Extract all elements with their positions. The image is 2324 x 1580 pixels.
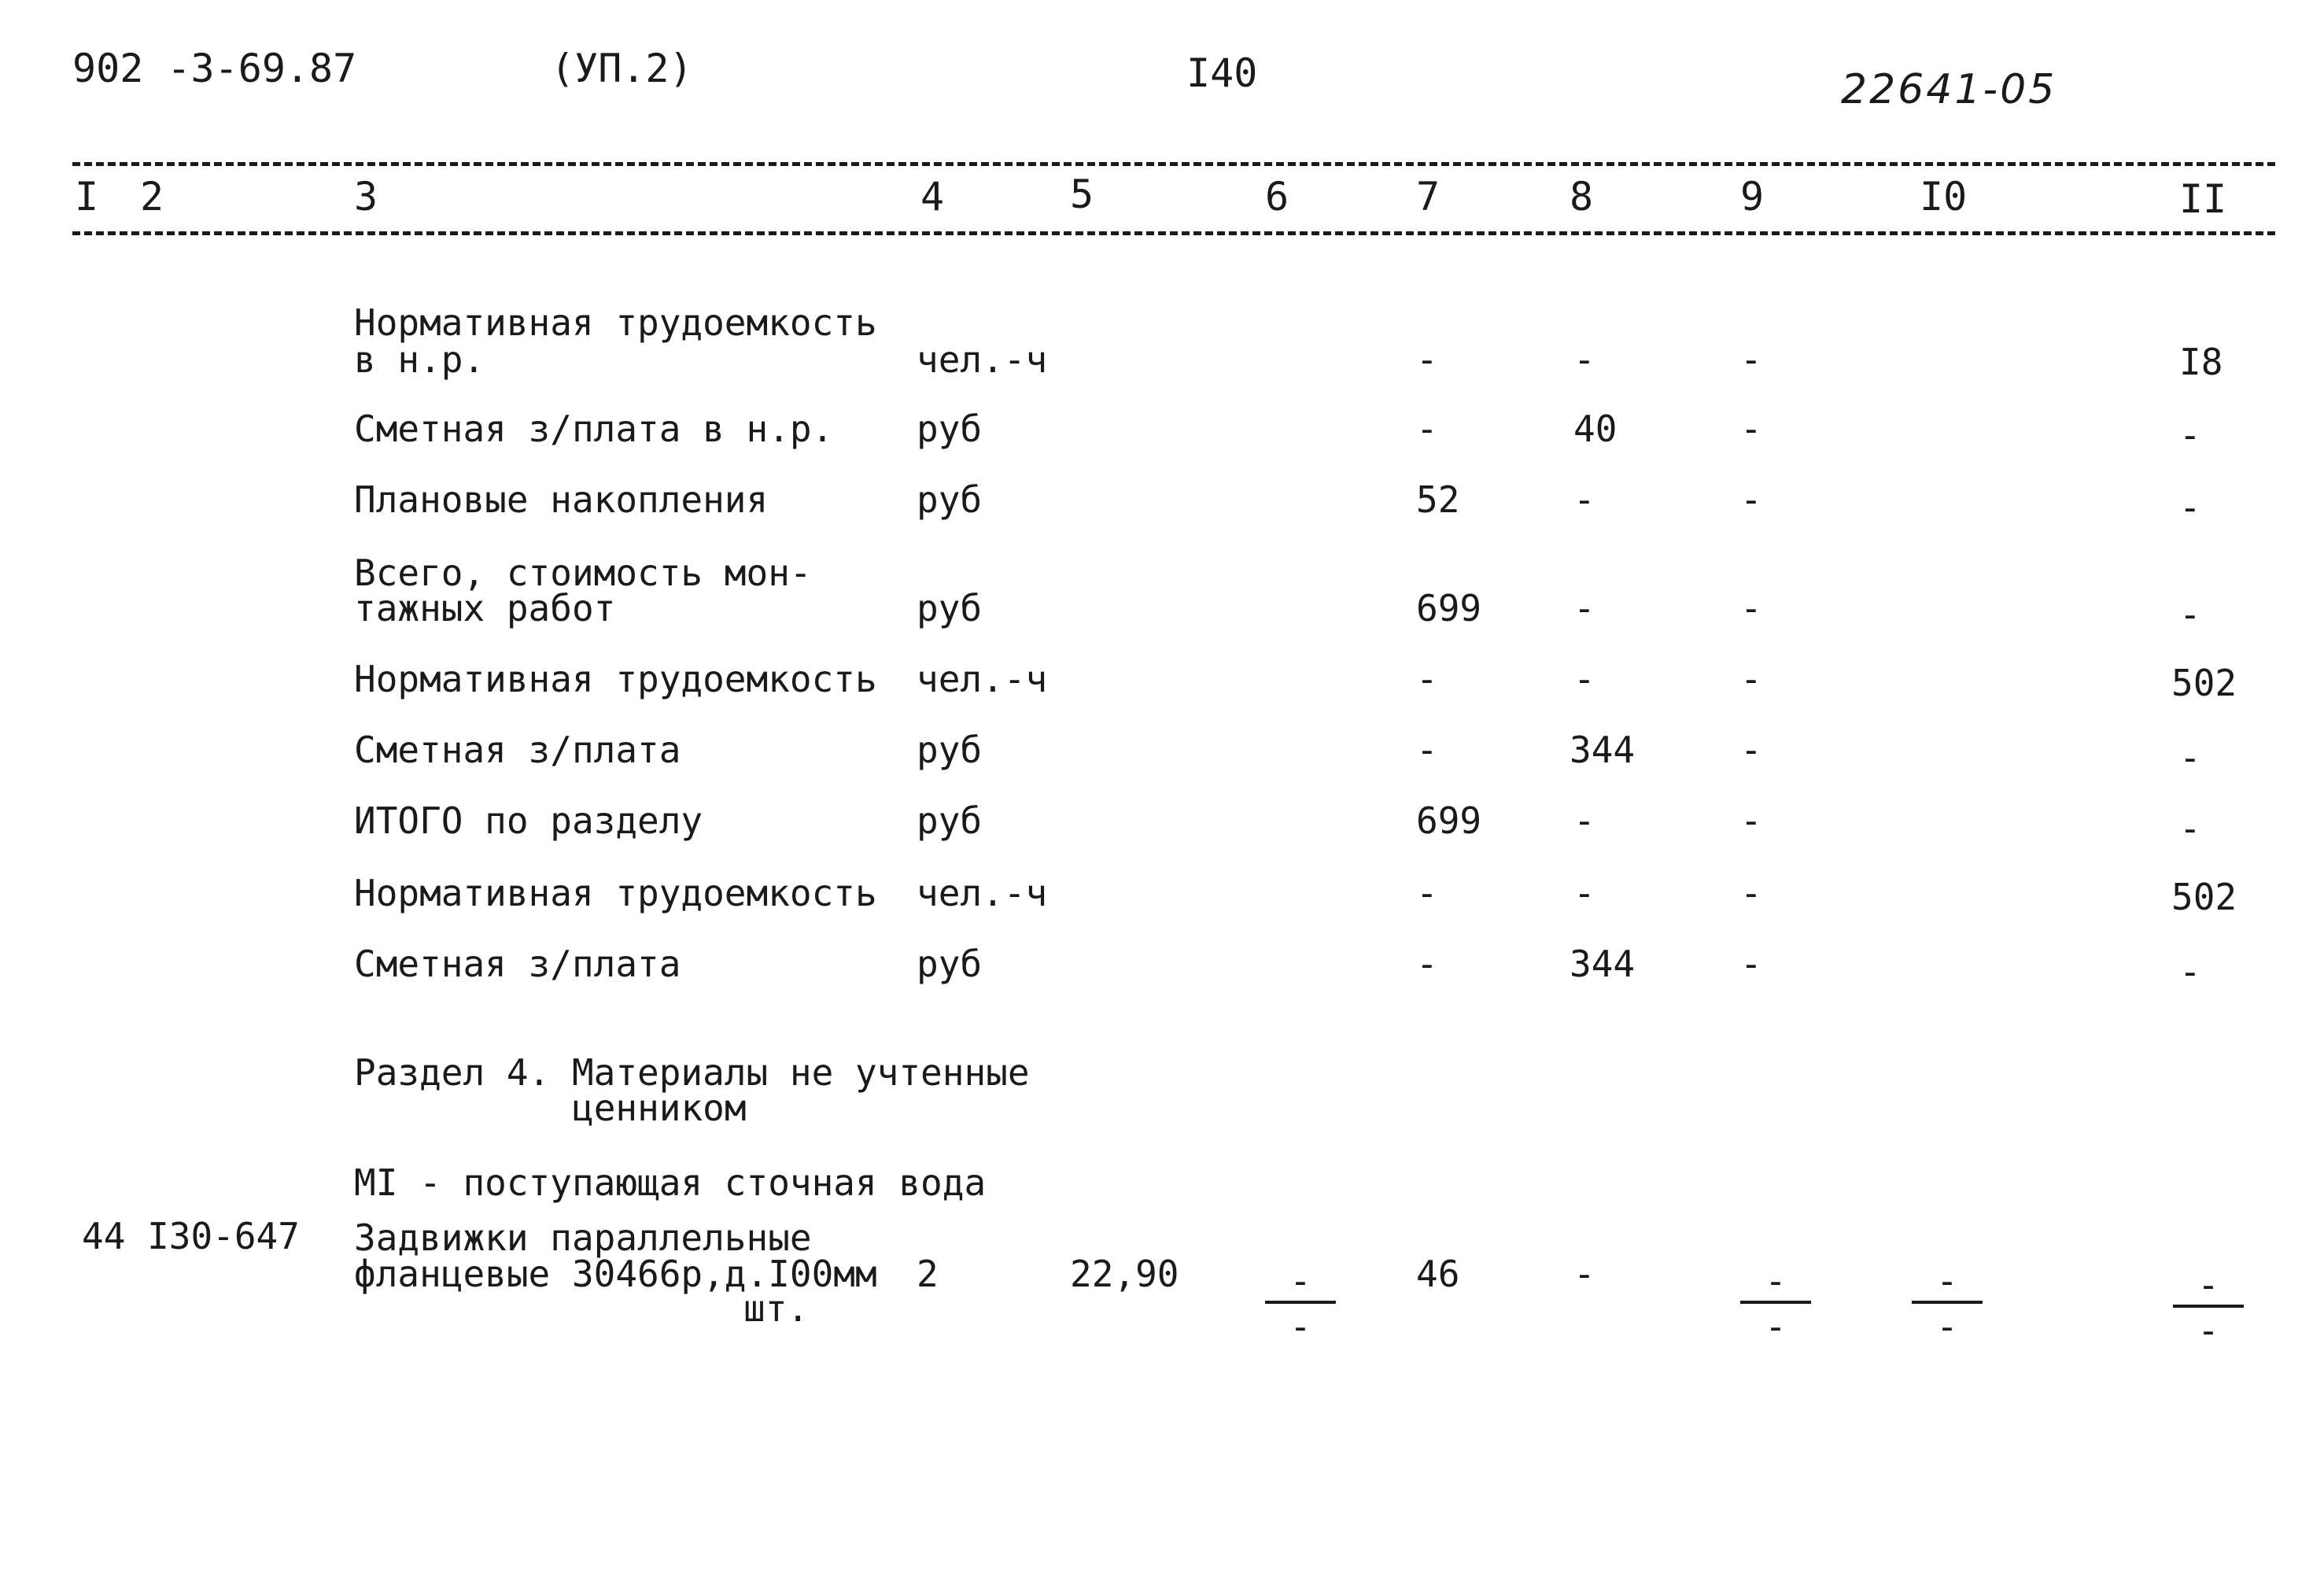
col-header-4: 4	[920, 174, 945, 220]
row-4-col7: 699	[1416, 587, 1482, 629]
row-1-unit: чел.-ч	[917, 338, 1048, 381]
row-8-col11: 502	[2171, 876, 2237, 918]
item-name: Задвижки параллельные	[354, 1216, 812, 1259]
item-col9-den: -	[1765, 1305, 1787, 1348]
item-col6-den: -	[1289, 1305, 1311, 1348]
row-7-name: ИТОГО по разделу	[354, 799, 703, 842]
row-7-col7: 699	[1416, 799, 1482, 842]
item-col9-fraction	[1740, 1260, 1811, 1348]
col-header-10: I0	[1920, 174, 1968, 220]
row-4-name: Всего, стоимость мон-	[354, 552, 812, 594]
row-9-col8: 344	[1570, 943, 1636, 985]
row-1-col8: -	[1573, 338, 1595, 381]
item-col10-den: -	[1936, 1305, 1958, 1348]
row-3-col11: -	[2179, 486, 2201, 529]
item-col8: -	[1573, 1253, 1595, 1295]
header-top-rule	[72, 162, 2275, 166]
row-7-col11: -	[2179, 807, 2201, 850]
row-3-col8: -	[1573, 478, 1595, 521]
item-col6-num: -	[1265, 1263, 1336, 1304]
row-3-col7: 52	[1416, 478, 1460, 521]
row-2-col9: -	[1740, 408, 1762, 450]
row-5-col9: -	[1740, 658, 1762, 700]
col-header-6: 6	[1265, 174, 1289, 220]
item-col10-num: -	[1912, 1263, 1983, 1304]
row-2-col7: -	[1416, 408, 1438, 450]
row-9-name: Сметная з/плата	[354, 943, 681, 985]
item-col11-num: -	[2173, 1267, 2244, 1308]
row-6-col7: -	[1416, 729, 1438, 771]
row-8-col9: -	[1740, 872, 1762, 914]
item-unit: шт.	[743, 1287, 810, 1330]
row-8-col7: -	[1416, 872, 1438, 914]
item-name-cont: фланцевые 30466р,д.I00мм	[354, 1253, 877, 1295]
row-5-name: Нормативная трудоемкость	[354, 658, 877, 700]
row-1-name: Нормативная трудоемкость	[354, 301, 877, 344]
item-col9-num: -	[1740, 1263, 1811, 1304]
row-2-col11: -	[2179, 414, 2201, 456]
document-code: 902 -3-69.87	[72, 46, 357, 91]
row-9-unit: руб	[917, 943, 983, 985]
row-8-col8: -	[1573, 872, 1595, 914]
row-2-name: Сметная з/плата в н.р.	[354, 408, 834, 450]
col-header-11: II	[2179, 176, 2227, 222]
row-2-col8: 40	[1573, 408, 1618, 450]
row-9-col7: -	[1416, 943, 1438, 985]
col-header-5: 5	[1070, 172, 1094, 217]
col-header-3: 3	[354, 174, 378, 220]
item-col10-fraction	[1912, 1260, 1983, 1348]
album-label: (УП.2)	[551, 46, 693, 91]
row-5-col8: -	[1573, 658, 1595, 700]
col-header-7: 7	[1416, 174, 1441, 220]
col-header-9: 9	[1740, 174, 1765, 220]
row-6-col9: -	[1740, 729, 1762, 771]
col-header-1: I	[75, 174, 99, 220]
row-1-name-cont: в н.р.	[354, 338, 485, 381]
row-6-name: Сметная з/плата	[354, 729, 681, 771]
section-title-cont: ценником	[572, 1087, 747, 1129]
item-col6-fraction	[1265, 1260, 1336, 1348]
row-7-unit: руб	[917, 799, 983, 842]
section-title: Раздел 4. Материалы не учтенные	[354, 1051, 1030, 1094]
row-8-name: Нормативная трудоемкость	[354, 872, 877, 914]
row-7-col9: -	[1740, 799, 1762, 842]
row-6-col11: -	[2179, 736, 2201, 779]
row-4-unit: руб	[917, 587, 983, 629]
inventory-number: 22641-05	[1841, 66, 2057, 113]
row-7-col8: -	[1573, 799, 1595, 842]
col-header-8: 8	[1570, 174, 1594, 220]
row-9-col11: -	[2179, 951, 2201, 993]
page-number: I40	[1186, 50, 1258, 96]
row-5-col7: -	[1416, 658, 1438, 700]
row-6-unit: руб	[917, 729, 983, 771]
row-1-col7: -	[1416, 338, 1438, 381]
row-6-col8: 344	[1570, 729, 1636, 771]
row-1-col9: -	[1740, 338, 1762, 381]
item-col11-den: -	[2197, 1309, 2219, 1352]
row-3-col9: -	[1740, 478, 1762, 521]
item-unit-price: 22,90	[1070, 1253, 1179, 1295]
row-3-unit: руб	[917, 478, 983, 521]
row-2-unit: руб	[917, 408, 983, 450]
section-subtitle: MI - поступающая сточная вода	[354, 1161, 987, 1204]
row-8-unit: чел.-ч	[917, 872, 1048, 914]
item-col11-fraction	[2173, 1264, 2244, 1352]
row-1-col11: I8	[2179, 341, 2223, 383]
item-col7: 46	[1416, 1253, 1460, 1295]
row-3-name: Плановые накопления	[354, 478, 769, 521]
row-4-col8: -	[1573, 587, 1595, 629]
row-4-col11: -	[2179, 593, 2201, 636]
row-5-unit: чел.-ч	[917, 658, 1048, 700]
header-bottom-rule	[72, 231, 2275, 235]
row-4-col9: -	[1740, 587, 1762, 629]
item-code: 44 I30-647	[82, 1215, 300, 1257]
row-5-col11: 502	[2171, 662, 2237, 704]
item-quantity: 2	[917, 1253, 939, 1295]
col-header-2: 2	[140, 174, 164, 220]
row-9-col9: -	[1740, 943, 1762, 985]
row-4-name-cont: тажных работ	[354, 587, 616, 629]
